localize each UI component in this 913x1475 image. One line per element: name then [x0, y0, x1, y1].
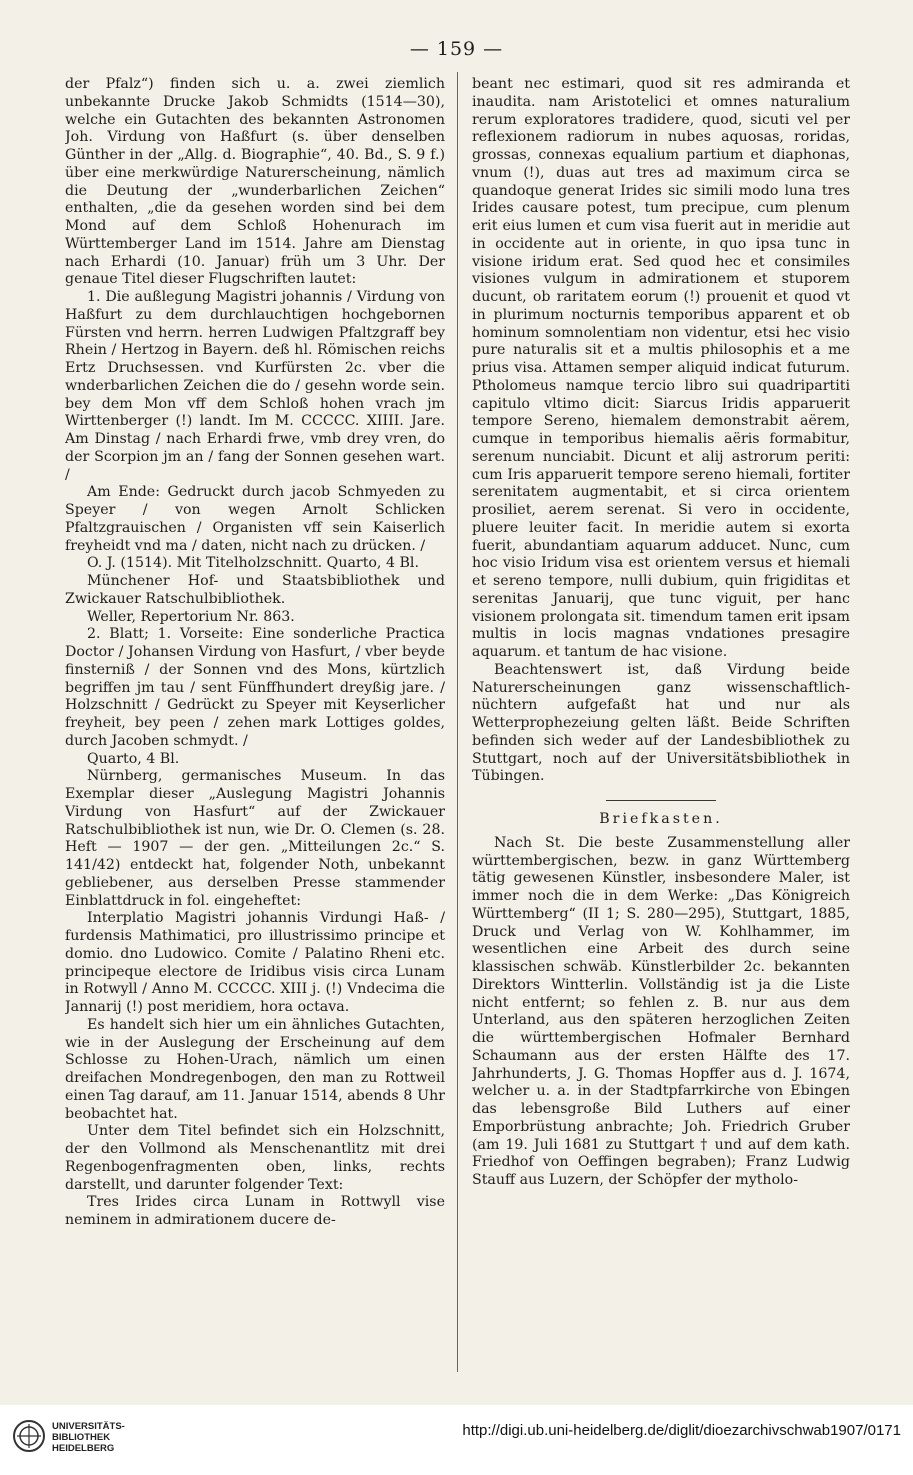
- paragraph: Unter dem Titel befindet sich ein Holzschnitt, der den Vollmond als Menschenantlitz mit drei Regenbogenfragmenten oben, links, rechts darstellt, und darunter folgender Text:: [65, 1123, 445, 1193]
- paragraph: beant nec estimari, quod sit res admiranda et inaudita. nam Aristotelici et omnes naturalium rerum exploratores tradidere, quod, sicuti vel per reflexionem radiorum in nubes aquosas, roridas, grossas, connexas equalium partium et diaphonas, vnum (!), duas aut tres ad maximum circa se quandoque generat Irides sic simili modo luna tres Irides causare potest, tum precipue, cum plenum erit eius lumen et cum visa fuerit aut in meridie aut in occidente aut in oriente, in quo ipsa tunc in visione iridum erat. Sed quod hec et consimiles visiones vulgum in admirationem et stuporem ducunt, ob raritatem eorum (!) prouenit et quod vt in plurimum nocturnis temporibus apparent et ob hominum somnolentiam non videntur, etsi hec visio pure naturalis sit et a multis philosophis et a me prius visa. Attamen semper aliquid indicat futurum. Ptholomeus namque tercio libro sui quadripartiti capitulo vltimo dicit: Siarcus Iridis apparuerit tempore Sereno, hiemalem demonstrabit aërem, cumque in temporibus hiemalis aëris formabitur, serenum nunciabit. Dicunt et alij astrorum periti: cum Iris apparuerit tempore sereno hiemali, fortiter serenitatem augmentabit, et si circa orientem prosiliet, aerem serenat. Si vero in occidente, pluere leuiter facit. In meridie autem si exorta fuerit, abundantiam aquarum adducet. Nunc, cum hoc visio Iridum visa est orientem versus et hiemali et sereno tempore, nulli dubium, quin frigiditas et serenitas Januarij, que tunc viguit, per hanc visionem prolongata sit. timendum tamen erit ipsam multis in locis magnas vndationes presagire aquarum. et tantum de hac visione.: [472, 76, 850, 660]
- paragraph: Es handelt sich hier um ein ähnliches Gutachten, wie in der Auslegung der Erscheinung auf dem Schlosse zu Hohen-Urach, nämlich um einen dreifachen Mondregenbogen, den man zu Rottweil einen Tag darauf, am 11. Januar 1514, abends 8 Uhr beobachtet hat.: [65, 1016, 445, 1122]
- paragraph: 1. Die außlegung Magistri johannis / Virdung von Haßfurt zu dem durchlauchtigen hochgebornen Fürsten vnd herrn. herren Ludwigen Pfaltzgraff bey Rhein / Hertzog in Bayern. deß hl. Römischen reichs Ertz Druchsessen. vnd Kurfürsten 2c. vber die wnderbarlichen Zeichen die do / gesehn worde sein. bey dem Mon vff dem Schloß hohen vrach jm Wirttenberger (!) landt. Im M. CCCCC. XIIII. Jare. Am Dinstag / nach Erhardi frwe, vmb drey vren, do der Scorpion jm an / fang der Sonnen gesehen wart. /: [65, 289, 445, 483]
- logo-line: UNIVERSITÄTS-: [52, 1421, 125, 1432]
- logo-line: HEIDELBERG: [52, 1443, 115, 1454]
- column-divider: [457, 72, 458, 1372]
- paragraph: Nach St. Die beste Zusammenstellung aller württembergischen, bezw. in ganz Württemberg tätig gewesenen Künstler, insbesondere Maler, ist immer noch die in dem Werke: „Das Königreich Württemberg“ (II 1; S. 280—295), Stuttgart, 1885, Druck und Verlag von W. Kohlhammer, im wesentlichen eine Arbeit des durch seine klassischen schwäb. Künstlerbilder 2c. bekannten Direktors Wintterlin. Vollständig ist ja die Liste nicht entfernt; so fehlen z. B. nur aus dem Unterland, aus den späteren herzoglichen Zeiten die württembergischen Hofmaler Bernhard Schaumann aus der ersten Hälfte des 17. Jahrhunderts, J. G. Thomas Hopffer aus d. J. 1674, welcher u. a. in der Stadtpfarrkirche von Ebingen das lebensgroße Bild Luthers auf einer Emporbrüstung anbrachte; Joh. Friedrich Gruber (am 19. Juli 1681 zu Stuttgart † und auf dem kath. Friedhof von Oeffingen begraben); Franz Ludwig Stauff aus Luzern, der Schöpfer der mytholo-: [472, 834, 850, 1188]
- permalink-url[interactable]: http://digi.ub.uni-heidelberg.de/diglit/dioezarchivschwab1907/0171: [462, 1422, 901, 1439]
- paragraph: Münchener Hof- und Staatsbibliothek und Zwickauer Ratschulbibliothek.: [65, 573, 445, 607]
- right-column: [472, 76, 850, 1386]
- paragraph: Weller, Repertorium Nr. 863.: [87, 608, 295, 625]
- paragraph: Am Ende: Gedruckt durch jacob Schmyeden zu Speyer / von wegen Arnolt Schlicken Pfaltzgrauischen / Organisten vff sein Kaiserlich freyheidt vnd ma / daten, nicht nach zu drücken. /: [65, 484, 445, 554]
- logo-line: BIBLIOTHEK: [52, 1432, 111, 1443]
- paragraph: Nürnberg, germanisches Museum. In das Exemplar dieser „Auslegung Magistri Johannis Virdung von Hasfurt“ auf der Zwickauer Ratschulbibliothek ist nun, wie Dr. O. Clemen (s. 28. Heft — 1907 — der gen. „Mitteilungen 2c.“ S. 141/42) entdeckt hat, folgender Noth, unbekannt gebliebener, aus derselben Presse stammender Einblattdruck in fol. eingeheftet:: [65, 768, 445, 909]
- paragraph: Quarto, 4 Bl.: [87, 750, 180, 767]
- left-column: [65, 76, 445, 1386]
- section-title: Briefkasten.: [599, 811, 723, 827]
- paragraph: Interplatio Magistri johannis Virdungi Haß- / furdensis Mathimatici, pro illustrissimo principe et domio. dno Ludowico. Comite / Palatino Rheni etc. principeque electore de Iridibus visis circa Lunam in Rotwyll / Anno M. CCCCC. XIII j. (!) Vndecima die Jannarij (!) post meridiem, hora octava.: [65, 910, 445, 1015]
- library-logo-text: [52, 1421, 125, 1454]
- page-number: — 159 —: [409, 38, 504, 60]
- library-seal-icon: [12, 1419, 46, 1453]
- paragraph: O. J. (1514). Mit Titelholzschnitt. Quarto, 4 Bl.: [87, 555, 419, 572]
- paragraph: 2. Blatt; 1. Vorseite: Eine sonderliche Practica Doctor / Johansen Virdung von Hasfurt, / vber beyde finsterniß / der Sonnen vnd des Mons, kürtzlich begriffen jm tau / sent Fünffhundert dreyßig jare. / Holzschnitt / Gedrückt zu Speyer mit Keyserlicher freyheit, bey peen / zehen mark Lottiges goldes, durch Jacoben schmydt. /: [65, 626, 445, 749]
- paragraph: Tres Irides circa Lunam in Rottwyll vise neminem in admirationem ducere de-: [65, 1194, 445, 1228]
- section-rule: [606, 800, 716, 801]
- paragraph: Beachtenswert ist, daß Virdung beide Naturerscheinungen ganz wissenschaftlich-nüchtern aufgefaßt hat und nur als Wetterprophezeiung gelten läßt. Beide Schriften befinden sich weder auf der Landesbibliothek zu Stuttgart, noch auf der Universitätsbibliothek in Tübingen.: [472, 661, 850, 785]
- paragraph: der Pfalz“) finden sich u. a. zwei ziemlich unbekannte Drucke Jakob Schmidts (1514—30), welche ein Gutachten des bekannten Astronomen Joh. Virdung von Haßfurt (s. über denselben Günther in der „Allg. d. Biographie“, 40. Bd., S. 9 f.) über eine merkwürdige Naturerscheinung, nämlich die Deutung der „wunderbarlichen Zeichen“ enthalten, „die da gesehen worden sind bei dem Mond auf dem Schloß Hohenurach im Württemberger Land im 1514. Jahre am Dienstag nach Erhardi (10. Januar) früh um 3 Uhr. Der genaue Titel dieser Flugschriften lautet:: [65, 76, 445, 288]
- footer-bar: [0, 1405, 913, 1475]
